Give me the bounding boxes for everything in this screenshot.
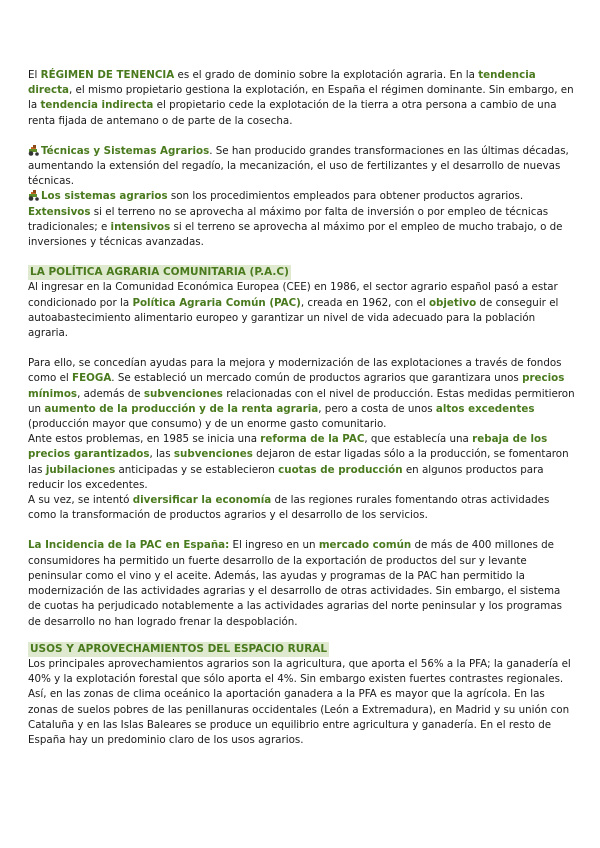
systems-paragraph: Los sistemas agrarios son los procedimientos empleados para obtener productos agrarios. Extensivos si el terreno no se aprovecha al máximo por falta de inversión o por empleo de técnicas tradicionales; e intensivos si el terreno se aprovecha al máximo por el empleo de mucho trabajo, o de inversiones y técnicas avanzadas. bbox=[28, 190, 563, 249]
pac-measures-paragraph: Para ello, se concedían ayudas para la mejora y modernización de las explotaciones a través de fondos como el FEOGA. Se estableció un mercado común de productos agrarios que garantizara unos precios mínimos, además de subvenciones relacionadas con el nivel de producción. Estas medidas permitieron un aumento de la producción y de la renta agraria, pero a costa de unos altos excedentes (producción mayor que consumo) y de un enorme gasto comunitario. bbox=[28, 357, 575, 431]
section-heading-rural-uses: USOS Y APROVECHAMIENTOS DEL ESPACIO RURAL bbox=[28, 642, 329, 657]
pac-reform-paragraph: Ante estos problemas, en 1985 se inicia una reforma de la PAC, que establecía una rebaja de los precios garantizados, las subvenciones dejaron de estar ligadas sólo a la producción, se fomentaron las jubilaciones anticipadas y se establecieron cuotas de producción en algunos productos para reducir los excedentes. bbox=[28, 433, 569, 491]
section-heading-pac: LA POLÍTICA AGRARIA COMUNITARIA (P.A.C) bbox=[28, 265, 291, 280]
tractor-icon bbox=[28, 145, 40, 156]
tenure-paragraph: El RÉGIMEN DE TENENCIA es el grado de dominio sobre la explotación agraria. En la tendencia directa, el mismo propietario gestiona la explotación, en España el régimen dominante. Sin embargo, en la tendencia indirecta el propietario cede la explotación de la tierra a otra persona a cambio de una renta fijada de antemano o de parte de la cosecha. bbox=[28, 69, 574, 127]
pac-incidence-paragraph: La Incidencia de la PAC en España: El ingreso en un mercado común de más de 400 millones de consumidores ha permitido un fuerte desarrollo de la exportación de productos del sur y levante peninsular como el vino y el aceite. Además, las ayudas y programas de la PAC han permitido la modernización de las actividades agrarias y el desarrollo de otras actividades. Sin embargo, el sistema de cuotas ha perjudicado notablemente a las actividades agrarias del norte peninsular y los programas de desarrollo no han logrado frenar la despoblación. bbox=[28, 539, 562, 628]
diversification-paragraph: A su vez, se intentó diversificar la economía de las regiones rurales fomentando otras actividades como la transformación de productos agrarios y el desarrollo de los servicios. bbox=[28, 494, 550, 522]
document-page bbox=[28, 68, 576, 748]
rural-uses-paragraph: Los principales aprovechamientos agrarios son la agricultura, que aporta el 56% a la PFA; la ganadería el 40% y la explotación forestal que sólo aporta el 4%. Sin embargo existen fuertes contrastes regionales. Así, en las zonas de clima oceánico la aportación ganadera a la PFA es mayor que la agrícola. En las zonas de suelos pobres de las penillanuras occidentales (León a Extremadura), en Madrid y su unión con Cataluña y en las Islas Baleares se produce un equilibrio entre agricultura y ganadería. En el resto de España hay un predominio claro de los usos agrarios. bbox=[28, 657, 571, 746]
tractor-icon bbox=[28, 190, 40, 201]
techniques-paragraph: Técnicas y Sistemas Agrarios. Se han producido grandes transformaciones en las últimas décadas, aumentando la extensión del regadío, la mecanización, el uso de fertilizantes y el desarrollo de nuevas técnicas. bbox=[28, 144, 569, 188]
pac-intro-paragraph: Al ingresar en la Comunidad Económica Europea (CEE) en 1986, el sector agrario español pasó a estar condicionado por la Política Agraria Común (PAC), creada en 1962, con el objetivo de conseguir el autoabastecimiento alimentario europeo y garantizar un nivel de vida adecuado para la población agraria. bbox=[28, 281, 559, 340]
